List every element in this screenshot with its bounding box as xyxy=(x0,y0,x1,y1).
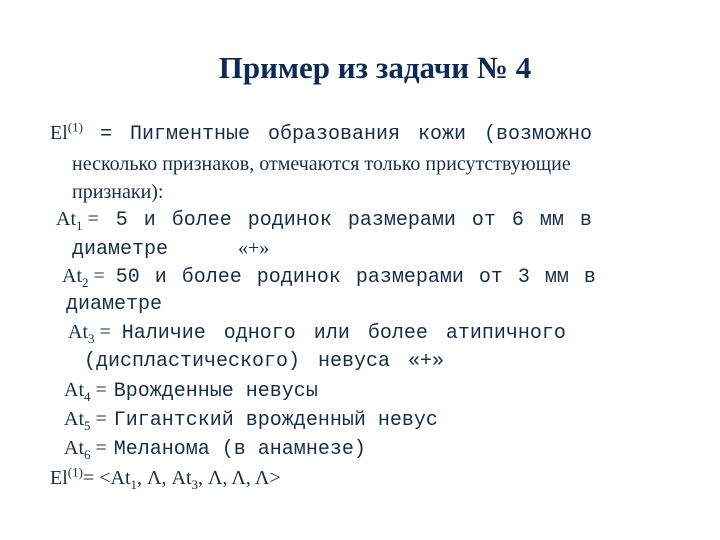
at6-label: At xyxy=(64,437,84,459)
page-title: Пример из задачи № 4 xyxy=(218,50,532,85)
at1-text-1: 5 и более родинок размерами от 6 мм в xyxy=(115,209,592,232)
at1-sub: 1 xyxy=(76,218,83,233)
el1-sup: (1) xyxy=(67,119,83,135)
at2-line-1 xyxy=(62,264,596,290)
formula-sub-3: 3 xyxy=(191,477,199,492)
formula-line xyxy=(50,466,281,490)
at5-line xyxy=(64,407,438,433)
at6-text: Меланома (в анамнезе) xyxy=(113,438,366,461)
at5-eq: = xyxy=(95,408,107,430)
formula-sup: (1) xyxy=(67,464,83,480)
formula-part-3: , Λ, Λ, Λ> xyxy=(198,467,281,489)
at1-line-2 xyxy=(72,236,269,262)
at4-text: Врожденные невусы xyxy=(113,380,318,403)
at6-line xyxy=(64,436,366,462)
at1-mark: «+» xyxy=(238,237,270,259)
at2-text-2: диаметре xyxy=(66,293,163,316)
el1-text-2: несколько признаков, отмечаются только присутствующие xyxy=(72,153,571,175)
at3-text-2: (диспластического) невуса «+» xyxy=(84,350,445,373)
at6-sub: 6 xyxy=(84,447,91,462)
at5-sub: 5 xyxy=(84,418,91,433)
at6-eq: = xyxy=(95,437,107,459)
formula-part-2: , Λ, At xyxy=(137,467,192,489)
at3-text-1: Наличие одного или более атипичного xyxy=(121,322,566,345)
at2-text-1: 50 и более родинок размерами от 3 мм в xyxy=(115,266,596,289)
at5-label: At xyxy=(64,408,84,430)
el1-line-1 xyxy=(50,121,592,147)
at4-line xyxy=(64,378,318,404)
at4-label: At xyxy=(64,379,84,401)
formula-eq: = <At xyxy=(82,467,131,489)
at1-line-1 xyxy=(56,207,592,233)
at2-eq: = xyxy=(93,265,105,287)
at2-sub: 2 xyxy=(82,275,89,290)
at3-label: At xyxy=(68,321,88,343)
at5-text: Гигантский врожденный невус xyxy=(113,409,438,432)
at1-text-2: диаметре xyxy=(72,238,169,261)
at3-line-1 xyxy=(68,320,566,346)
formula-sub-1: 1 xyxy=(130,477,138,492)
at2-label: At xyxy=(62,265,82,287)
el1-label: El xyxy=(50,122,68,144)
at4-eq: = xyxy=(95,379,107,401)
el1-text-1: = Пигментные образования кожи (возможно xyxy=(99,123,593,146)
at1-label: At xyxy=(56,208,76,230)
at3-sub: 3 xyxy=(88,331,95,346)
at4-sub: 4 xyxy=(84,389,91,404)
el1-text-3: признаки): xyxy=(72,181,164,203)
at3-eq: = xyxy=(99,321,111,343)
at1-eq: = xyxy=(87,208,99,230)
formula-label: El xyxy=(50,467,68,489)
